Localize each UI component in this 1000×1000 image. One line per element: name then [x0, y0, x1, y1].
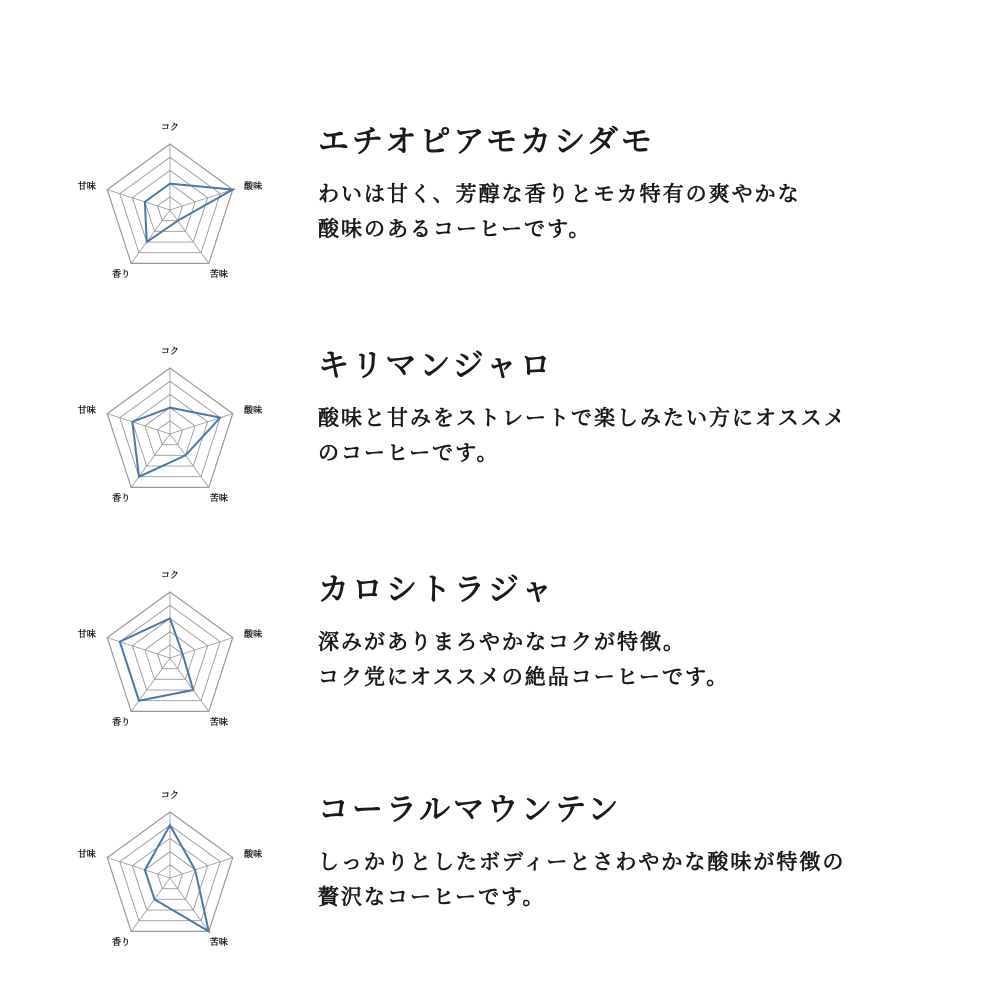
data-point	[177, 220, 179, 222]
coffee-name: キリマンジャロ	[318, 348, 554, 384]
axis-label: コク	[160, 791, 180, 801]
axis-label: コク	[160, 123, 180, 133]
data-point	[154, 899, 156, 901]
series-polygon	[145, 825, 209, 931]
description-line: コク党にオススメの絶品コーヒーです。	[318, 664, 730, 689]
radar-chart	[70, 100, 290, 300]
radar-chart	[70, 548, 290, 748]
coffee-text	[318, 570, 958, 694]
coffee-row	[0, 100, 1000, 320]
data-point	[192, 689, 194, 691]
coffee-text	[318, 790, 958, 914]
description-line: しっかりとしたボディーとさわやかな酸味が特徴の	[318, 849, 846, 874]
coffee-description	[318, 844, 958, 914]
coffee-name: コーラルマウンテン	[318, 792, 622, 828]
data-point	[169, 618, 171, 620]
coffee-row	[0, 768, 1000, 988]
axis-label: 香り	[112, 270, 131, 281]
coffee-name: カロシトラジャ	[318, 572, 556, 608]
axis-label: 香り	[112, 494, 131, 505]
data-point	[132, 421, 134, 423]
coffee-description	[318, 176, 958, 246]
description-line: 贅沢なコーヒーです。	[318, 884, 546, 909]
data-point	[138, 476, 140, 478]
data-point	[144, 869, 146, 871]
axis-label: 苦味	[209, 494, 228, 505]
description-line: 酸味のあるコーヒーです。	[318, 216, 592, 241]
axis-label: 苦味	[209, 270, 228, 281]
data-point	[208, 931, 210, 933]
coffee-name: エチオピアモカシダモ	[318, 124, 655, 160]
coffee-row	[0, 548, 1000, 768]
data-point	[194, 869, 196, 871]
data-point	[144, 201, 146, 203]
data-point	[185, 455, 187, 457]
axis-label: コク	[160, 347, 180, 357]
data-point	[169, 824, 171, 826]
axis-label: コク	[160, 571, 180, 581]
description-line: のコーヒーです。	[318, 440, 500, 465]
coffee-description	[318, 400, 958, 470]
data-point	[182, 653, 184, 655]
data-point	[138, 700, 140, 702]
data-point	[119, 641, 121, 643]
description-line: 酸味と甘みをストレートで楽しみたい方にオススメ	[318, 405, 847, 430]
axis-label: 苦味	[209, 718, 228, 729]
series-polygon	[120, 618, 193, 700]
coffee-text	[318, 346, 958, 470]
axis-label: 香り	[112, 718, 131, 729]
coffee-text	[318, 122, 958, 246]
axis-label: 酸味	[244, 849, 263, 860]
data-point	[232, 189, 234, 191]
description-line: 深みがありまろやかなコクが特徴。	[318, 629, 686, 654]
coffee-description	[318, 624, 958, 694]
radar-chart	[70, 324, 290, 524]
data-point	[169, 407, 171, 409]
axis-label: 甘味	[77, 405, 96, 416]
axis-label: 酸味	[244, 405, 263, 416]
radar-chart	[70, 768, 290, 968]
coffee-row	[0, 324, 1000, 544]
description-line: わいは甘く、芳醇な香りとモカ特有の爽やかな	[318, 181, 801, 206]
data-point	[219, 417, 221, 419]
axis-label: 酸味	[244, 181, 263, 192]
axis-label: 酸味	[244, 629, 263, 640]
axis-label: 香り	[112, 938, 131, 949]
axis-label: 甘味	[77, 849, 96, 860]
series-polygon	[145, 184, 233, 242]
axis-label: 甘味	[77, 181, 96, 192]
axis-label: 苦味	[209, 938, 228, 949]
data-point	[146, 241, 148, 243]
axis-label: 甘味	[77, 629, 96, 640]
data-point	[169, 183, 171, 185]
